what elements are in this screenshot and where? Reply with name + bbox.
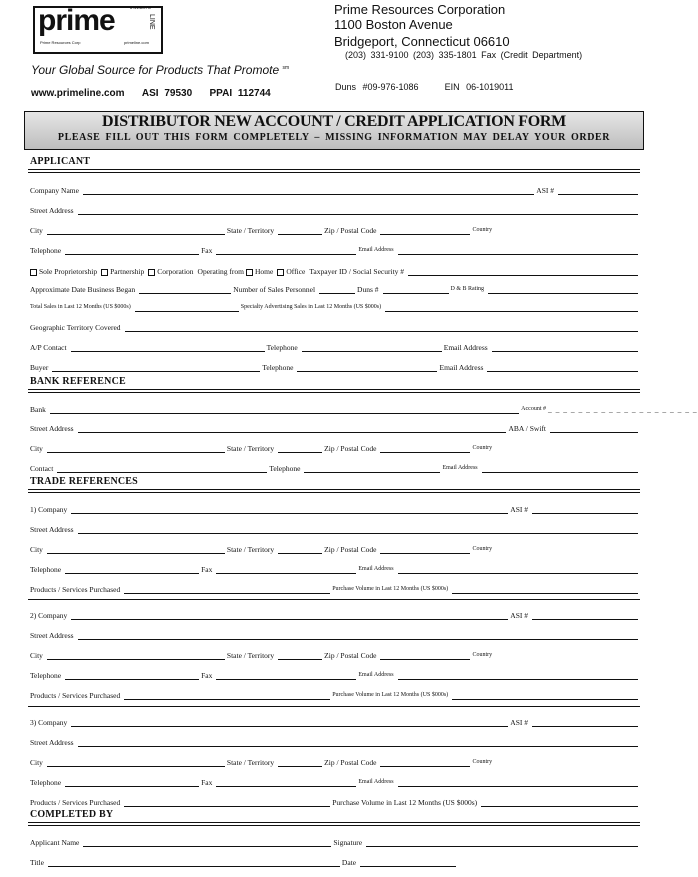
- company-ids: Duns #09-976-1086 EIN 06-1019011: [335, 82, 514, 92]
- section-heading-trade: TRADE REFERENCES: [30, 476, 138, 487]
- buyer-telephone-field[interactable]: [297, 363, 437, 372]
- bank-field[interactable]: [50, 405, 519, 414]
- trade-ref-2-city-field[interactable]: [47, 651, 225, 660]
- trade-ref-2-state-field[interactable]: [278, 651, 322, 660]
- bank-city-row: City State / Territory Zip / Postal Code Country: [30, 444, 493, 453]
- bank-name-row: Bank Account # _ _ _ _ _ _ _ _ _ _ _ _ _ _ _ _ _ _ _ _: [30, 405, 698, 414]
- applicant-geo-row: Geographic Territory Covered: [30, 318, 640, 332]
- ap-telephone-field[interactable]: [302, 343, 442, 352]
- trade-ref-1-asi-field[interactable]: [532, 505, 638, 514]
- state-field[interactable]: [278, 226, 322, 235]
- applicant-company-row: Company Name ASI #: [30, 181, 640, 195]
- trade-ref-3-products-field[interactable]: [124, 798, 330, 807]
- trade-ref-1-telephone-field[interactable]: [65, 565, 199, 574]
- trade-ref-3-state-field[interactable]: [278, 758, 322, 767]
- trade-ref-2-products-row: Products / Services Purchased Purchase Volume in Last 12 Months (US $000s): [30, 686, 640, 700]
- trade-ref-3-fax-field[interactable]: [216, 778, 356, 787]
- applicant-type-row: Sole Proprietorship Partnership Corporation Operating from Home Office Taxpayer ID / Social Security #: [30, 262, 640, 276]
- trade-ref-2-volume-field[interactable]: [452, 691, 638, 700]
- trade-ref-2-email-field[interactable]: [398, 671, 638, 680]
- ref-divider: [28, 599, 640, 600]
- trade-ref-1-zip-field[interactable]: [380, 545, 470, 554]
- bank-telephone-field[interactable]: [304, 464, 440, 473]
- logo: prime: [38, 4, 115, 37]
- company-name-field[interactable]: [83, 186, 534, 195]
- website-link[interactable]: www.primeline.com: [31, 88, 125, 99]
- trade-ref-1-state-field[interactable]: [278, 545, 322, 554]
- applicant-city-row: City State / Territory Zip / Postal Code Country: [30, 226, 493, 235]
- section-rule: [28, 489, 640, 490]
- section-rule: [28, 492, 640, 493]
- corporation-checkbox[interactable]: [148, 269, 155, 276]
- email-field[interactable]: [398, 246, 638, 255]
- trade-ref-1-fax-field[interactable]: [216, 565, 356, 574]
- trade-ref-2-street-row: Street Address: [30, 626, 640, 640]
- street-field[interactable]: [78, 206, 638, 215]
- trade-ref-3-asi-field[interactable]: [532, 718, 638, 727]
- db-rating-field[interactable]: [488, 285, 638, 294]
- trade-ref-2-street-field[interactable]: [78, 631, 638, 640]
- trade-ref-2-asi-field[interactable]: [532, 611, 638, 620]
- bank-street-row: Street Address ABA / Swift: [30, 419, 640, 433]
- aba-field[interactable]: [550, 424, 638, 433]
- asi-field[interactable]: [558, 186, 638, 195]
- section-rule: [28, 389, 640, 390]
- trade-ref-2-phone-row: Telephone Fax Email Address: [30, 666, 640, 680]
- buyer-field[interactable]: [52, 363, 260, 372]
- trade-ref-3-phone-row: Telephone Fax Email Address: [30, 773, 640, 787]
- company-phone: (203) 331-9100 (203) 335-1801 Fax (Credit Department): [345, 50, 583, 60]
- trade-ref-3-company-field[interactable]: [71, 718, 508, 727]
- section-rule: [28, 172, 640, 173]
- form-subtitle: PLEASE FILL OUT THIS FORM COMPLETELY – MISSING INFORMATION MAY DELAY YOUR ORDER: [57, 132, 611, 143]
- company-address-1: 1100 Boston Avenue: [334, 17, 453, 32]
- ppai-number: PPAI 112744: [209, 88, 271, 99]
- bank-city-field[interactable]: [47, 444, 225, 453]
- specialty-sales-field[interactable]: [385, 303, 638, 312]
- trade-ref-3-telephone-field[interactable]: [65, 778, 199, 787]
- ref-divider: [28, 706, 640, 707]
- trade-ref-2-company-field[interactable]: [71, 611, 508, 620]
- trade-ref-3-products-row: Products / Services Purchased Purchase Volume in Last 12 Months (US $000s): [30, 793, 640, 807]
- asi-number: ASI 79530: [141, 88, 193, 99]
- trade-ref-1-city-field[interactable]: [47, 545, 225, 554]
- trade-ref-2-telephone-field[interactable]: [65, 671, 199, 680]
- trade-ref-3-street-row: Street Address: [30, 733, 640, 747]
- date-field[interactable]: [360, 858, 456, 867]
- trade-ref-1-email-field[interactable]: [398, 565, 638, 574]
- buyer-email-field[interactable]: [487, 363, 638, 372]
- company-name: Prime Resources Corporation: [334, 2, 506, 17]
- completed-name-row: Applicant Name Signature: [30, 833, 640, 847]
- ap-contact-field[interactable]: [71, 343, 265, 352]
- signature-field[interactable]: [366, 838, 638, 847]
- trade-ref-3-street-field[interactable]: [78, 738, 638, 747]
- title-field[interactable]: [48, 858, 340, 867]
- trade-ref-2-city-row: City State / Territory Zip / Postal Code Country: [30, 651, 493, 660]
- logo-reg-text: a division of: [130, 5, 152, 10]
- business-began-field[interactable]: [139, 285, 231, 294]
- bank-email-field[interactable]: [482, 464, 638, 473]
- trade-ref-2-company-row: 2) Company ASI #: [30, 606, 640, 620]
- trade-ref-3-company-row: 3) Company ASI #: [30, 713, 640, 727]
- applicant-ap-row: A/P Contact Telephone Email Address: [30, 338, 640, 352]
- trade-ref-1-street-field[interactable]: [78, 525, 638, 534]
- duns-field[interactable]: [383, 285, 449, 294]
- partnership-checkbox[interactable]: [101, 269, 108, 276]
- trade-ref-3-city-row: City State / Territory Zip / Postal Code Country: [30, 758, 493, 767]
- bank-contact-row: Contact Telephone Email Address: [30, 459, 640, 473]
- trade-ref-2-fax-field[interactable]: [216, 671, 356, 680]
- bank-street-field[interactable]: [78, 424, 507, 433]
- trade-ref-1-volume-field[interactable]: [452, 585, 638, 594]
- applicant-buyer-row: Buyer Telephone Email Address: [30, 358, 640, 372]
- ap-email-field[interactable]: [492, 343, 638, 352]
- trade-ref-3-email-field[interactable]: [398, 778, 638, 787]
- section-rule: [28, 169, 640, 170]
- trade-ref-1-street-row: Street Address: [30, 520, 640, 534]
- account-field[interactable]: _ _ _ _ _ _ _ _ _ _ _ _ _ _ _ _ _ _ _ _: [548, 405, 698, 414]
- applicant-business-row: Approximate Date Business Began Number of Sales Personnel Duns # D & B Rating: [30, 280, 640, 294]
- logo-sub-left: Prime Resources Corp: [40, 40, 81, 45]
- sole-proprietorship-checkbox[interactable]: [30, 269, 37, 276]
- company-address-2: Bridgeport, Connecticut 06610: [334, 34, 510, 49]
- applicant-street-row: Street Address: [30, 201, 640, 215]
- trade-ref-1-products-field[interactable]: [124, 585, 330, 594]
- telephone-field[interactable]: [65, 246, 199, 255]
- trade-ref-3-zip-field[interactable]: [380, 758, 470, 767]
- trade-ref-1-city-row: City State / Territory Zip / Postal Code Country: [30, 545, 493, 554]
- applicant-sales-row: Total Sales in Last 12 Months (US $000s) Specialty Advertising Sales in Last 12 Months (US $000s): [30, 298, 640, 312]
- fax-field[interactable]: [216, 246, 356, 255]
- bank-zip-field[interactable]: [380, 444, 470, 453]
- trade-ref-1-products-row: Products / Services Purchased Purchase Volume in Last 12 Months (US $000s): [30, 580, 640, 594]
- logo-tag: LINE: [148, 14, 155, 30]
- form-title: DISTRIBUTOR NEW ACCOUNT / CREDIT APPLICATION FORM: [102, 113, 566, 130]
- trade-ref-1-company-field[interactable]: [71, 505, 508, 514]
- geo-territory-field[interactable]: [125, 323, 638, 332]
- total-sales-field[interactable]: [135, 303, 239, 312]
- home-checkbox[interactable]: [246, 269, 253, 276]
- trade-ref-2-zip-field[interactable]: [380, 651, 470, 660]
- city-field[interactable]: [47, 226, 225, 235]
- tagline: Your Global Source for Products That Promote $^{sm}$: [31, 63, 290, 77]
- sales-personnel-field[interactable]: [319, 285, 355, 294]
- completed-title-row: Title Date: [30, 853, 640, 867]
- section-heading-bank: BANK REFERENCE: [30, 376, 126, 387]
- taxpayer-field[interactable]: [408, 267, 638, 276]
- section-rule: [28, 825, 640, 826]
- website-line: [31, 88, 271, 99]
- logo-sub-right: primeline.com: [124, 40, 149, 45]
- section-heading-completed: COMPLETED BY: [30, 809, 114, 820]
- section-rule: [28, 392, 640, 393]
- section-rule: [28, 822, 640, 823]
- trade-ref-3-city-field[interactable]: [47, 758, 225, 767]
- trade-ref-2-products-field[interactable]: [124, 691, 330, 700]
- zip-field[interactable]: [380, 226, 470, 235]
- applicant-name-field[interactable]: [83, 838, 331, 847]
- trade-ref-1-phone-row: Telephone Fax Email Address: [30, 560, 640, 574]
- trade-ref-1-company-row: 1) Company ASI #: [30, 500, 640, 514]
- bank-contact-field[interactable]: [57, 464, 267, 473]
- section-heading-applicant: APPLICANT: [30, 156, 91, 167]
- applicant-phone-row: Telephone Fax Email Address: [30, 241, 640, 255]
- bank-state-field[interactable]: [278, 444, 322, 453]
- office-checkbox[interactable]: [277, 269, 284, 276]
- trade-ref-3-volume-field[interactable]: [481, 798, 638, 807]
